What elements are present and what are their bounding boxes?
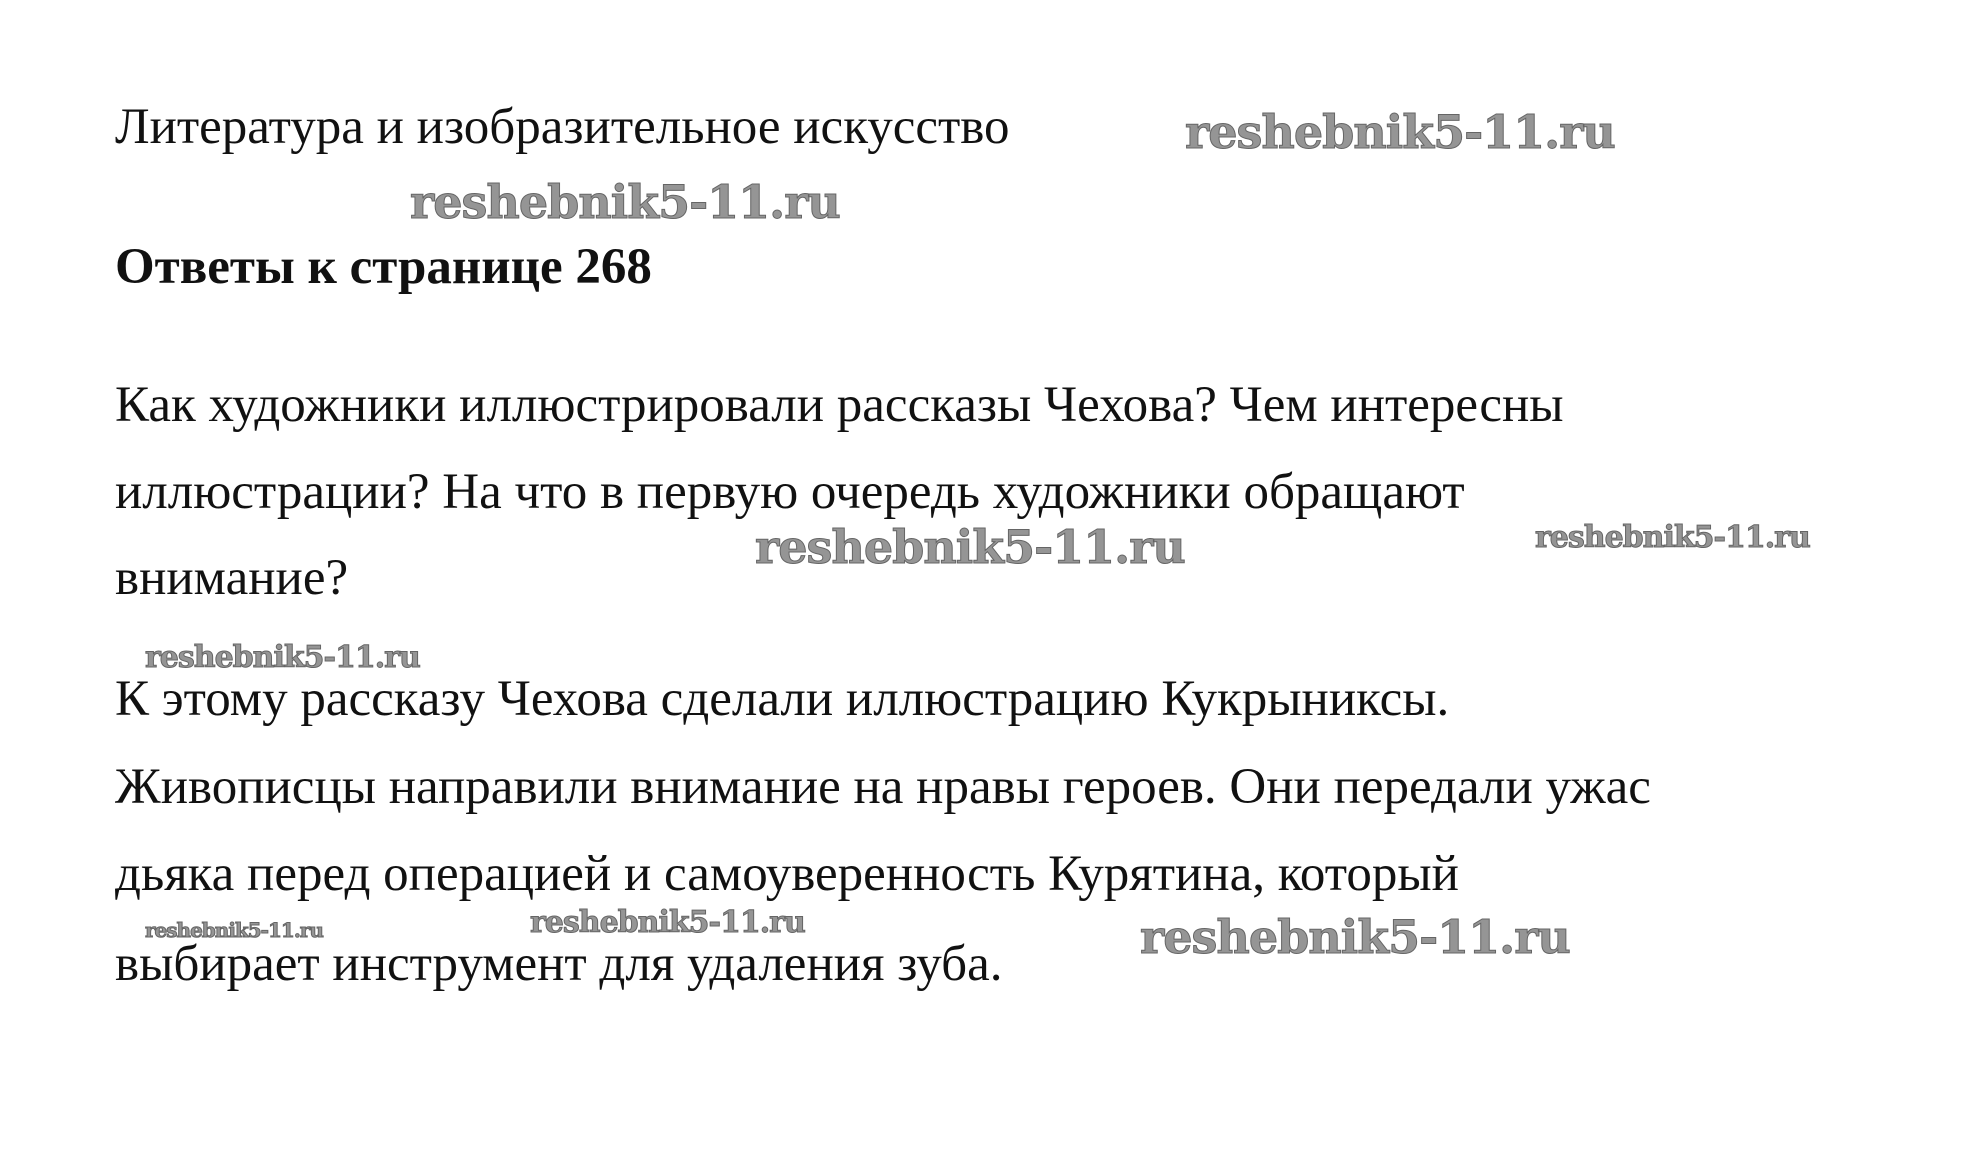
question-line: внимание? bbox=[115, 550, 349, 606]
watermark: reshebnik5-11.ru bbox=[530, 905, 805, 940]
question-line: иллюстрации? На что в первую очередь художники обращают bbox=[115, 464, 1465, 520]
answer-line: дьяка перед операцией и самоуверенность Курятина, который bbox=[115, 846, 1459, 902]
page-heading: Ответы к странице 268 bbox=[115, 239, 652, 295]
watermark: reshebnik5-11.ru bbox=[145, 918, 323, 942]
watermark: reshebnik5-11.ru bbox=[145, 640, 420, 675]
watermark: reshebnik5-11.ru bbox=[755, 520, 1185, 574]
watermark: reshebnik5-11.ru bbox=[410, 175, 840, 229]
subject-title: Литература и изобразительное искусство bbox=[115, 99, 1010, 155]
question-line: Как художники иллюстрировали рассказы Чехова? Чем интересны bbox=[115, 377, 1564, 433]
answer-line: К этому рассказу Чехова сделали иллюстрацию Кукрыниксы. bbox=[115, 671, 1450, 727]
answer-line: Живописцы направили внимание на нравы героев. Они передали ужас bbox=[115, 759, 1651, 815]
watermark: reshebnik5-11.ru bbox=[1140, 910, 1570, 964]
answer-line: выбирает инструмент для удаления зуба. bbox=[115, 936, 1003, 992]
watermark: reshebnik5-11.ru bbox=[1185, 105, 1615, 159]
watermark: reshebnik5-11.ru bbox=[1535, 520, 1810, 555]
